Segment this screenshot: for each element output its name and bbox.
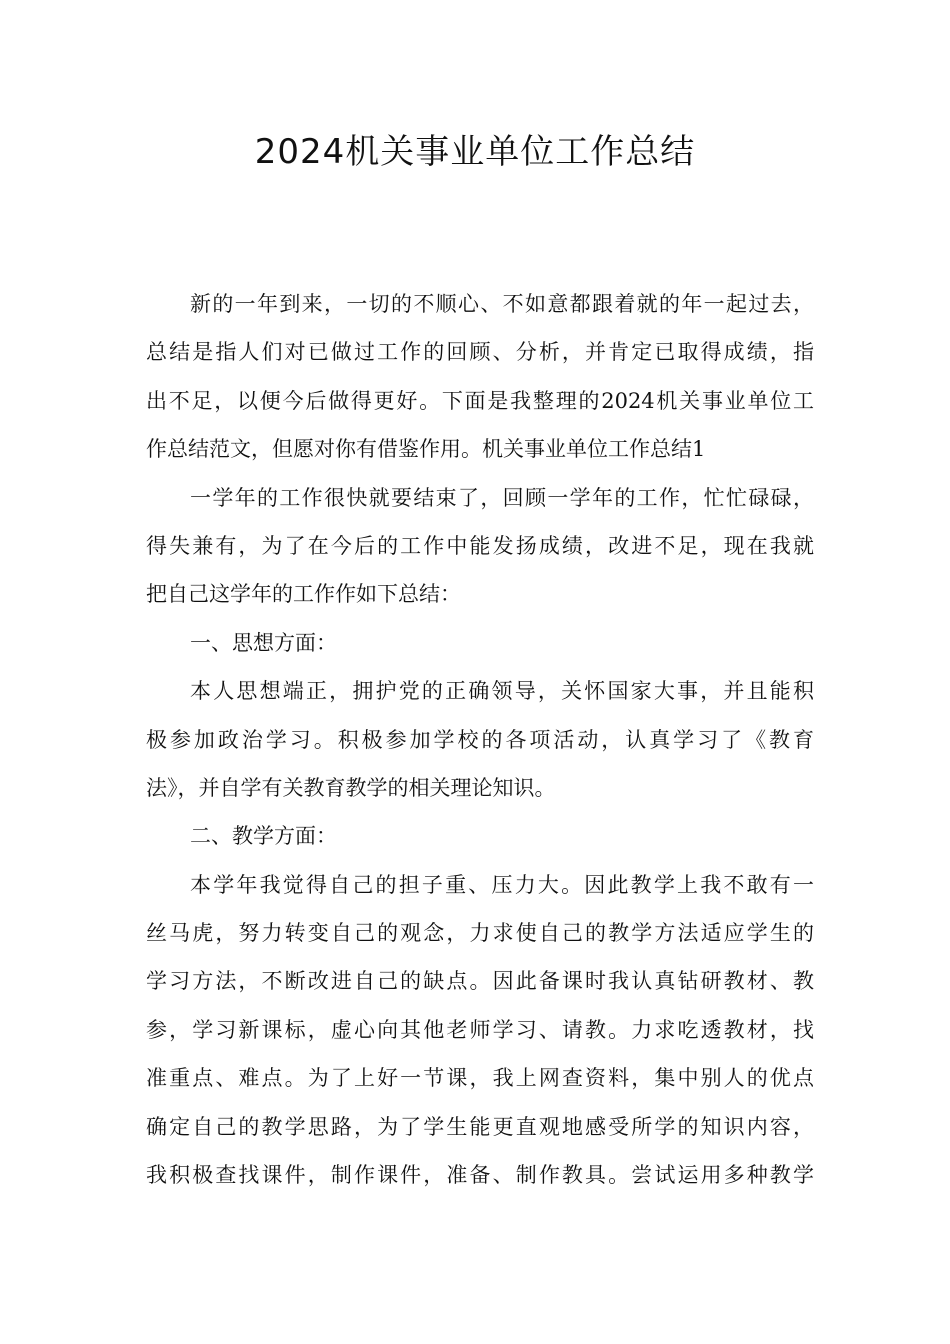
paragraph-line: 准重点、难点。为了上好一节课，我上网查资料，集中别人的优点 bbox=[146, 1066, 814, 1091]
paragraph-line: 法》，并自学有关教育教学的相关理论知识。 bbox=[146, 775, 556, 800]
paragraph-line: 极参加政治学习。积极参加学校的各项活动，认真学习了《教育 bbox=[146, 727, 814, 752]
document-body bbox=[146, 280, 814, 1199]
paragraph-line: 作总结范文，但愿对你有借鉴作用。机关事业单位工作总结1 bbox=[146, 437, 706, 462]
paragraph-line: 本学年我觉得自己的担子重、压力大。因此教学上我不敢有一 bbox=[190, 872, 814, 897]
paragraph-line: 参，学习新课标，虚心向其他老师学习、请教。力求吃透教材，找 bbox=[146, 1017, 814, 1042]
section-heading: 二、教学方面： bbox=[190, 824, 337, 849]
paragraph-line: 确定自己的教学思路，为了学生能更直观地感受所学的知识内容， bbox=[146, 1114, 814, 1139]
paragraph-line: 我积极查找课件，制作课件，准备、制作教具。尝试运用多种教学 bbox=[146, 1163, 814, 1188]
paragraph-line: 学习方法，不断改进自己的缺点。因此备课时我认真钻研教材、教 bbox=[146, 969, 814, 994]
paragraph-line: 新的一年到来，一切的不顺心、不如意都跟着就的年一起过去， bbox=[190, 292, 814, 316]
document-title: 2024机关事业单位工作总结 bbox=[254, 132, 696, 172]
paragraph-line: 丝马虎，努力转变自己的观念，力求使自己的教学方法适应学生的 bbox=[146, 921, 814, 946]
section-heading: 一、思想方面： bbox=[190, 630, 337, 655]
paragraph-line: 得失兼有，为了在今后的工作中能发扬成绩，改进不足，现在我就 bbox=[146, 533, 814, 558]
paragraph-line: 总结是指人们对已做过工作的回顾、分析，并肯定已取得成绩，指 bbox=[146, 340, 814, 365]
paragraph-line: 把自己这学年的工作作如下总结： bbox=[146, 582, 461, 607]
paragraph-line: 一学年的工作很快就要结束了，回顾一学年的工作，忙忙碌碌， bbox=[190, 485, 814, 510]
paragraph-line: 本人思想端正，拥护党的正确领导，关怀国家大事，并且能积 bbox=[190, 679, 814, 704]
paragraph-line: 出不足，以便今后做得更好。下面是我整理的2024机关事业单位工 bbox=[146, 388, 814, 413]
